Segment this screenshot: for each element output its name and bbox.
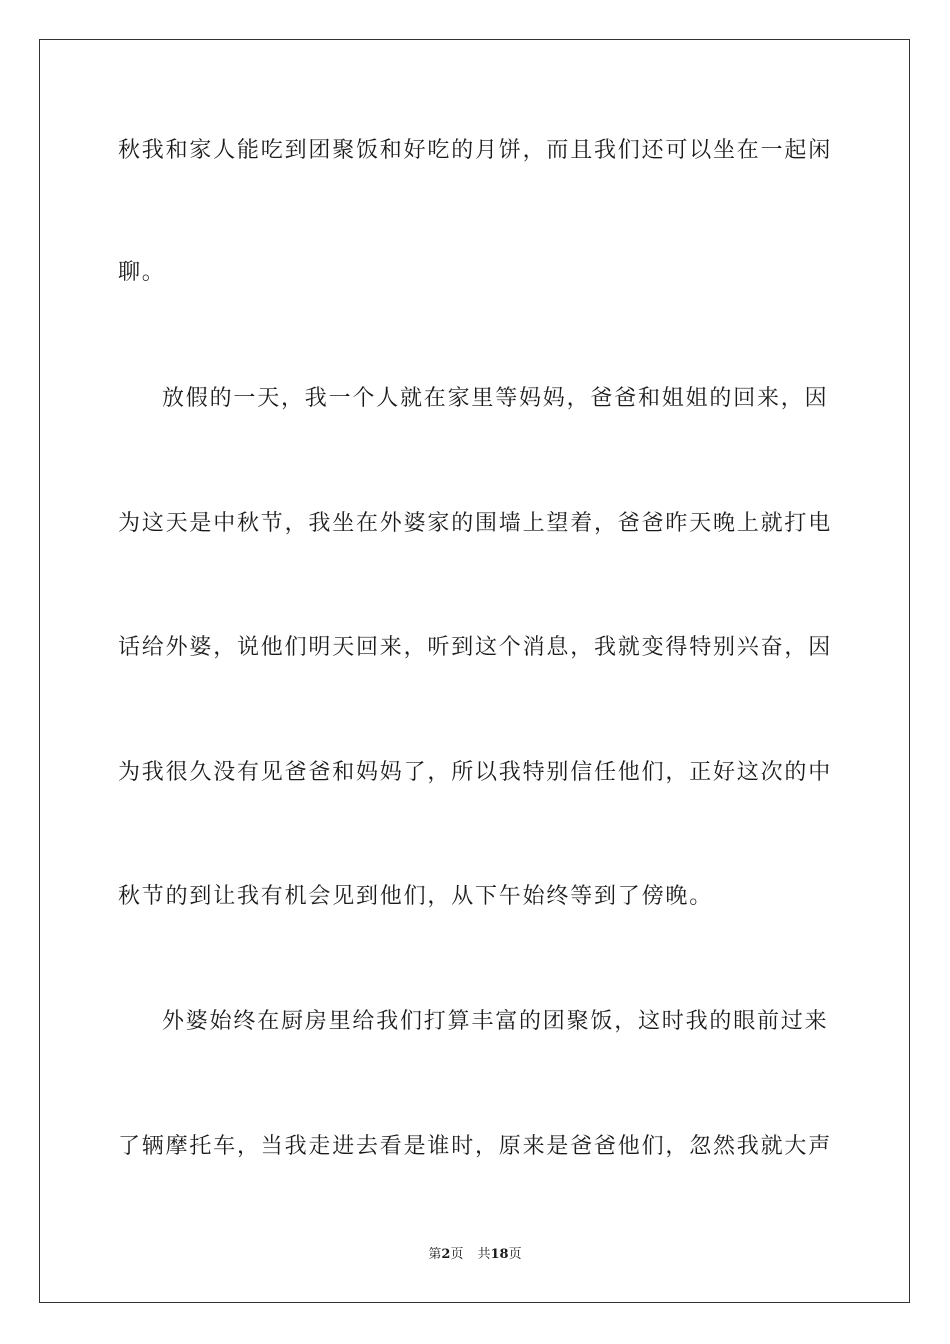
text-line: 聊。 (118, 260, 166, 285)
paragraph-first-line: 放假的一天，我一个人就在家里等妈妈，爸爸和姐姐的回来，因 (162, 386, 829, 411)
text-line: 为这天是中秋节，我坐在外婆家的围墙上望着，爸爸昨天晚上就打电 (118, 511, 833, 536)
page-footer (0, 1245, 950, 1265)
page-suffix: 页 (450, 1247, 464, 1262)
page-border (39, 39, 910, 1303)
text-line: 秋我和家人能吃到团聚饭和好吃的月饼，而且我们还可以坐在一起闲 (118, 138, 833, 163)
total-prefix: 共 (477, 1247, 491, 1262)
page-prefix: 第 (428, 1247, 442, 1262)
total-suffix: 页 (508, 1247, 522, 1262)
page-number: 2 (441, 1247, 451, 1262)
text-line: 话给外婆，说他们明天回来，听到这个消息，我就变得特别兴奋，因 (118, 635, 833, 660)
total-pages: 18 (490, 1247, 509, 1262)
text-line: 秋节的到让我有机会见到他们，从下午始终等到了傍晚。 (118, 884, 714, 909)
paragraph-first-line: 外婆始终在厨房里给我们打算丰富的团聚饭，这时我的眼前过来 (162, 1009, 829, 1034)
text-line: 为我很久没有见爸爸和妈妈了，所以我特别信任他们，正好这次的中 (118, 760, 833, 785)
text-line: 了辆摩托车，当我走进去看是谁时，原来是爸爸他们，忽然我就大声 (118, 1134, 833, 1159)
